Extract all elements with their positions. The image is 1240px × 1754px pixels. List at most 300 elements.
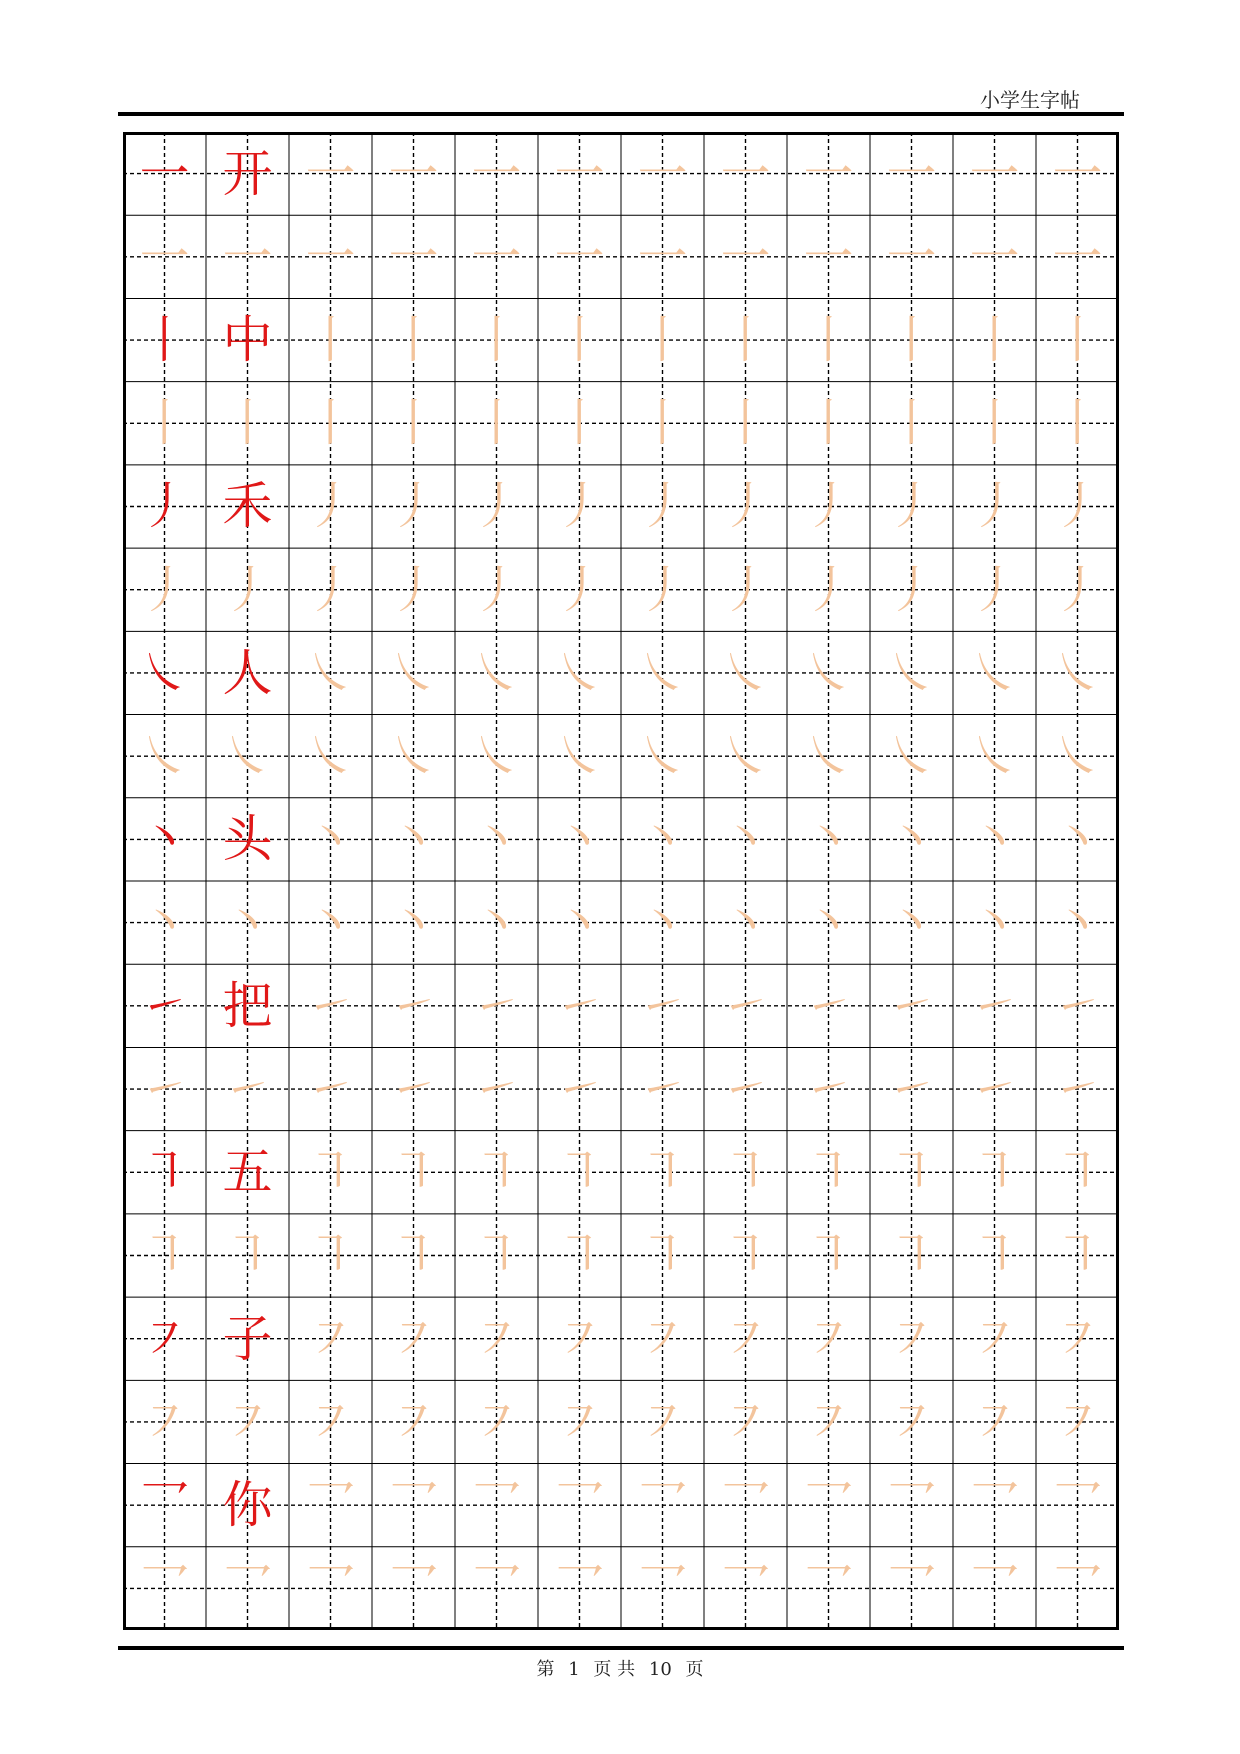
trace-cell — [289, 1297, 372, 1380]
trace-cell-text: 乛 — [720, 1559, 771, 1618]
trace-cell-text: ㇇ — [554, 1309, 605, 1368]
trace-cell — [289, 1131, 372, 1214]
trace-cell-text: ㇇ — [1052, 1309, 1103, 1368]
trace-cell — [704, 798, 787, 881]
footer-page-total: 10 — [648, 1659, 672, 1680]
trace-cell-text: 一 — [720, 227, 771, 286]
trace-cell — [621, 548, 704, 631]
trace-cell — [1036, 964, 1119, 1047]
trace-cell-text: 丿 — [139, 560, 190, 619]
trace-cell-text: ㇇ — [305, 1392, 356, 1451]
trace-cell — [538, 1214, 621, 1297]
trace-cell-text: 一 — [803, 227, 854, 286]
trace-cell — [704, 1380, 787, 1463]
trace-cell-text: ㇏ — [471, 643, 522, 702]
trace-cell — [787, 215, 870, 298]
trace-cell-text: 丶 — [222, 893, 273, 952]
trace-cell-text: 一 — [637, 227, 688, 286]
trace-cell — [455, 548, 538, 631]
trace-cell — [870, 798, 953, 881]
trace-cell — [704, 964, 787, 1047]
trace-cell-text: 一 — [471, 227, 522, 286]
trace-cell-text: ㇏ — [305, 643, 356, 702]
stroke-cell-text: 丨 — [139, 311, 190, 370]
trace-cell-text: 一 — [886, 227, 937, 286]
trace-cell — [1036, 215, 1119, 298]
stroke-cell-text: 丶 — [139, 810, 190, 869]
trace-cell — [704, 1297, 787, 1380]
trace-cell — [870, 132, 953, 215]
trace-cell — [538, 1047, 621, 1130]
trace-cell — [455, 1131, 538, 1214]
trace-cell-text: ㇕ — [471, 1226, 522, 1285]
trace-cell — [704, 881, 787, 964]
trace-cell-text: ㇕ — [222, 1226, 273, 1285]
trace-cell-text: 一 — [139, 227, 190, 286]
trace-cell-text: 一 — [471, 144, 522, 203]
trace-cell — [787, 1464, 870, 1547]
trace-cell — [704, 548, 787, 631]
trace-cell-text: ㇀ — [637, 976, 688, 1035]
trace-cell-text: 乛 — [803, 1476, 854, 1535]
trace-cell-text: ㇇ — [554, 1392, 605, 1451]
trace-cell-text: ㇀ — [305, 976, 356, 1035]
trace-cell-text: ㇀ — [139, 1060, 190, 1119]
trace-cell — [123, 715, 206, 798]
trace-cell-text: ㇀ — [554, 1060, 605, 1119]
trace-cell-text: 丶 — [139, 893, 190, 952]
trace-cell-text: ㇏ — [637, 727, 688, 786]
trace-cell — [372, 1214, 455, 1297]
trace-cell — [206, 215, 289, 298]
trace-cell-text: 丶 — [1052, 893, 1103, 952]
trace-cell — [1036, 382, 1119, 465]
trace-cell-text: ㇏ — [471, 727, 522, 786]
trace-cell — [289, 631, 372, 714]
trace-cell — [123, 548, 206, 631]
trace-cell — [704, 1131, 787, 1214]
trace-cell — [704, 631, 787, 714]
trace-cell — [870, 548, 953, 631]
trace-cell — [621, 881, 704, 964]
trace-cell — [538, 1464, 621, 1547]
trace-cell — [870, 382, 953, 465]
trace-cell-text: 乛 — [637, 1559, 688, 1618]
trace-cell — [953, 1464, 1036, 1547]
character-cell-text: 头 — [222, 810, 273, 869]
trace-cell-text: ㇏ — [139, 727, 190, 786]
trace-cell-text: 丨 — [388, 394, 439, 453]
trace-cell-text: ㇇ — [388, 1309, 439, 1368]
character-cell-text: 开 — [222, 144, 273, 203]
character-cell — [206, 298, 289, 381]
trace-cell-text: 丶 — [803, 810, 854, 869]
trace-cell — [621, 215, 704, 298]
trace-cell-text: ㇀ — [803, 1060, 854, 1119]
trace-cell-text: 乛 — [471, 1476, 522, 1535]
trace-cell-text: ㇇ — [886, 1309, 937, 1368]
trace-cell — [455, 1214, 538, 1297]
trace-cell — [1036, 465, 1119, 548]
trace-cell — [621, 1047, 704, 1130]
trace-cell — [953, 964, 1036, 1047]
trace-cell-text: 丨 — [554, 394, 605, 453]
trace-cell — [1036, 1464, 1119, 1547]
trace-cell — [1036, 1131, 1119, 1214]
trace-cell-text: ㇇ — [969, 1309, 1020, 1368]
trace-cell-text: 乛 — [803, 1559, 854, 1618]
trace-cell-text: 一 — [969, 144, 1020, 203]
trace-cell-text: 丶 — [720, 810, 771, 869]
trace-cell-text: 乛 — [139, 1559, 190, 1618]
trace-cell-text: ㇇ — [471, 1392, 522, 1451]
trace-cell-text: 丨 — [720, 311, 771, 370]
trace-cell-text: 丨 — [803, 394, 854, 453]
character-cell — [206, 964, 289, 1047]
trace-cell-text: 乛 — [969, 1559, 1020, 1618]
trace-cell — [621, 1214, 704, 1297]
trace-cell-text: ㇀ — [720, 976, 771, 1035]
trace-cell-text: 乛 — [637, 1476, 688, 1535]
trace-cell — [953, 1131, 1036, 1214]
trace-cell-text: ㇏ — [886, 727, 937, 786]
trace-cell-text: 乛 — [1052, 1559, 1103, 1618]
trace-cell-text: ㇏ — [803, 643, 854, 702]
trace-cell — [123, 881, 206, 964]
trace-cell — [538, 798, 621, 881]
trace-cell-text: 丶 — [388, 893, 439, 952]
trace-cell — [455, 715, 538, 798]
trace-cell-text: ㇀ — [1052, 1060, 1103, 1119]
trace-cell — [787, 1297, 870, 1380]
trace-cell — [787, 1214, 870, 1297]
trace-cell — [621, 1547, 704, 1630]
trace-cell-text: 丶 — [886, 893, 937, 952]
character-cell — [206, 1297, 289, 1380]
trace-cell-text: 丿 — [388, 560, 439, 619]
trace-cell — [1036, 298, 1119, 381]
trace-cell-text: 丨 — [803, 311, 854, 370]
trace-cell-text: 乛 — [720, 1476, 771, 1535]
trace-cell — [538, 1131, 621, 1214]
trace-cell — [123, 382, 206, 465]
trace-cell — [289, 1380, 372, 1463]
trace-cell-text: 乛 — [388, 1476, 439, 1535]
trace-cell-text: 丨 — [886, 311, 937, 370]
trace-cell — [953, 215, 1036, 298]
trace-cell-text: 丿 — [886, 560, 937, 619]
trace-cell-text: ㇏ — [720, 643, 771, 702]
trace-cell-text: 丨 — [1052, 311, 1103, 370]
footer-mid: 页 共 — [593, 1659, 636, 1680]
trace-cell-text: ㇏ — [803, 727, 854, 786]
trace-cell-text: ㇇ — [637, 1392, 688, 1451]
trace-cell-text: ㇏ — [222, 727, 273, 786]
trace-cell — [455, 798, 538, 881]
trace-cell — [621, 1131, 704, 1214]
trace-cell-text: ㇏ — [554, 727, 605, 786]
trace-cell-text: 丶 — [388, 810, 439, 869]
trace-cell — [289, 1047, 372, 1130]
trace-cell — [953, 881, 1036, 964]
trace-cell — [621, 382, 704, 465]
trace-cell — [538, 1547, 621, 1630]
trace-cell-text: ㇕ — [637, 1143, 688, 1202]
trace-cell-text: 丿 — [554, 477, 605, 536]
trace-cell — [1036, 631, 1119, 714]
trace-cell — [289, 715, 372, 798]
trace-cell — [206, 881, 289, 964]
trace-cell — [206, 1214, 289, 1297]
trace-cell — [538, 1380, 621, 1463]
trace-cell-text: 乛 — [886, 1476, 937, 1535]
trace-cell-text: 丨 — [886, 394, 937, 453]
trace-cell-text: 乛 — [1052, 1476, 1103, 1535]
trace-cell-text: ㇀ — [969, 1060, 1020, 1119]
trace-cell — [621, 964, 704, 1047]
trace-cell-text: 丿 — [803, 477, 854, 536]
trace-cell-text: ㇕ — [886, 1226, 937, 1285]
trace-cell — [289, 215, 372, 298]
trace-cell — [953, 1380, 1036, 1463]
trace-cell — [704, 215, 787, 298]
trace-cell-text: 一 — [720, 144, 771, 203]
trace-cell — [455, 298, 538, 381]
character-cell-text: 禾 — [222, 477, 273, 536]
trace-cell-text: 丿 — [222, 560, 273, 619]
trace-cell-text: ㇇ — [222, 1392, 273, 1451]
trace-cell — [372, 1464, 455, 1547]
trace-cell-text: ㇇ — [1052, 1392, 1103, 1451]
trace-cell — [953, 715, 1036, 798]
trace-cell — [870, 1297, 953, 1380]
trace-cell-text: 丿 — [471, 477, 522, 536]
trace-cell — [870, 1464, 953, 1547]
trace-cell — [455, 881, 538, 964]
trace-cell-text: ㇀ — [886, 1060, 937, 1119]
trace-cell — [289, 465, 372, 548]
trace-cell — [787, 631, 870, 714]
trace-cell — [206, 1047, 289, 1130]
trace-cell-text: 丿 — [969, 560, 1020, 619]
trace-cell — [538, 298, 621, 381]
trace-cell-text: ㇇ — [803, 1392, 854, 1451]
trace-cell-text: ㇏ — [720, 727, 771, 786]
trace-cell — [538, 215, 621, 298]
trace-cell — [953, 382, 1036, 465]
trace-cell-text: ㇕ — [554, 1226, 605, 1285]
trace-cell-text: 丶 — [969, 810, 1020, 869]
trace-cell — [704, 715, 787, 798]
trace-cell — [538, 631, 621, 714]
trace-cell — [289, 132, 372, 215]
trace-cell-text: 丶 — [803, 893, 854, 952]
trace-cell — [206, 548, 289, 631]
trace-cell-text: 丨 — [388, 311, 439, 370]
trace-cell — [455, 1464, 538, 1547]
trace-cell — [538, 382, 621, 465]
character-cell — [206, 465, 289, 548]
trace-cell — [787, 881, 870, 964]
trace-cell — [870, 1131, 953, 1214]
trace-cell-text: 乛 — [554, 1559, 605, 1618]
trace-cell-text: 丨 — [471, 394, 522, 453]
trace-cell-text: ㇕ — [139, 1226, 190, 1285]
stroke-cell — [123, 964, 206, 1047]
trace-cell-text: ㇕ — [1052, 1226, 1103, 1285]
stroke-cell-text: ㇏ — [139, 643, 190, 702]
trace-cell-text: ㇀ — [471, 976, 522, 1035]
trace-cell — [870, 964, 953, 1047]
page-footer — [0, 1655, 1240, 1685]
trace-cell — [870, 298, 953, 381]
trace-cell — [953, 1214, 1036, 1297]
stroke-cell — [123, 631, 206, 714]
trace-cell-text: 丿 — [388, 477, 439, 536]
trace-cell-text: 一 — [388, 227, 439, 286]
trace-cell-text: ㇕ — [720, 1143, 771, 1202]
trace-cell-text: 丶 — [1052, 810, 1103, 869]
trace-cell — [123, 215, 206, 298]
trace-cell-text: 一 — [886, 144, 937, 203]
trace-cell-text: 丨 — [969, 311, 1020, 370]
trace-cell-text: ㇏ — [637, 643, 688, 702]
stroke-cell-text: 乛 — [139, 1476, 190, 1535]
character-cell — [206, 631, 289, 714]
trace-cell — [123, 1380, 206, 1463]
trace-cell-text: 乛 — [471, 1559, 522, 1618]
character-cell — [206, 1131, 289, 1214]
trace-cell — [787, 964, 870, 1047]
trace-cell — [704, 1047, 787, 1130]
trace-cell-text: ㇀ — [1052, 976, 1103, 1035]
trace-cell-text: 丶 — [471, 810, 522, 869]
trace-cell — [206, 715, 289, 798]
trace-cell-text: 丶 — [886, 810, 937, 869]
trace-cell — [455, 215, 538, 298]
trace-cell — [372, 548, 455, 631]
trace-cell-text: ㇏ — [1052, 643, 1103, 702]
trace-cell — [953, 798, 1036, 881]
trace-cell — [1036, 798, 1119, 881]
trace-cell — [372, 465, 455, 548]
trace-cell — [704, 132, 787, 215]
trace-cell-text: 丨 — [471, 311, 522, 370]
trace-cell — [372, 132, 455, 215]
character-cell — [206, 132, 289, 215]
trace-cell-text: ㇏ — [969, 643, 1020, 702]
footer-suffix: 页 — [685, 1659, 704, 1680]
trace-cell-text: 乛 — [305, 1559, 356, 1618]
trace-cell-text: ㇇ — [720, 1309, 771, 1368]
trace-cell — [538, 964, 621, 1047]
trace-cell-text: 丶 — [305, 893, 356, 952]
trace-cell — [704, 1547, 787, 1630]
stroke-cell — [123, 798, 206, 881]
trace-cell — [372, 1547, 455, 1630]
character-cell-text: 中 — [222, 311, 273, 370]
trace-cell-text: ㇇ — [637, 1309, 688, 1368]
trace-cell-text: 乛 — [969, 1476, 1020, 1535]
trace-cell — [953, 1297, 1036, 1380]
trace-cell-text: ㇕ — [720, 1226, 771, 1285]
trace-cell — [870, 881, 953, 964]
trace-cell-text: ㇏ — [305, 727, 356, 786]
trace-cell — [372, 1131, 455, 1214]
practice-grid — [123, 132, 1119, 1630]
trace-cell-text: 丶 — [637, 893, 688, 952]
trace-cell-text: ㇀ — [637, 1060, 688, 1119]
trace-cell-text: 丶 — [637, 810, 688, 869]
trace-cell-text: 丿 — [720, 560, 771, 619]
trace-cell-text: 丨 — [305, 394, 356, 453]
trace-cell — [538, 132, 621, 215]
trace-cell — [289, 382, 372, 465]
trace-cell — [621, 465, 704, 548]
trace-cell — [787, 1380, 870, 1463]
trace-cell — [787, 382, 870, 465]
stroke-cell — [123, 465, 206, 548]
trace-cell-text: ㇇ — [803, 1309, 854, 1368]
trace-cell — [123, 1047, 206, 1130]
trace-cell-text: 丿 — [471, 560, 522, 619]
footer-page-number: 1 — [568, 1659, 580, 1680]
stroke-cell-text: ㇀ — [139, 976, 190, 1035]
trace-cell-text: ㇕ — [305, 1143, 356, 1202]
trace-cell-text: ㇇ — [305, 1309, 356, 1368]
character-cell-text: 人 — [222, 643, 273, 702]
trace-cell — [787, 1547, 870, 1630]
trace-cell-text: ㇇ — [471, 1309, 522, 1368]
trace-cell-text: 丶 — [471, 893, 522, 952]
trace-cell-text: ㇇ — [388, 1392, 439, 1451]
trace-cell — [621, 298, 704, 381]
trace-cell-text: 一 — [305, 144, 356, 203]
trace-cell-text: 丶 — [554, 893, 605, 952]
trace-cell — [1036, 715, 1119, 798]
trace-cell — [538, 465, 621, 548]
trace-cell — [953, 1047, 1036, 1130]
trace-cell — [621, 798, 704, 881]
trace-cell — [455, 1547, 538, 1630]
trace-cell — [704, 298, 787, 381]
trace-cell — [621, 631, 704, 714]
trace-cell — [787, 465, 870, 548]
stroke-cell — [123, 132, 206, 215]
stroke-cell-text: 一 — [139, 144, 190, 203]
trace-cell — [289, 798, 372, 881]
trace-cell — [455, 1047, 538, 1130]
trace-cell-text: 丿 — [637, 477, 688, 536]
trace-cell-text: 乛 — [222, 1559, 273, 1618]
character-cell-text: 子 — [222, 1309, 273, 1368]
trace-cell-text: ㇀ — [969, 976, 1020, 1035]
trace-cell-text: ㇕ — [1052, 1143, 1103, 1202]
trace-cell — [123, 1547, 206, 1630]
trace-cell — [704, 1464, 787, 1547]
trace-cell — [787, 715, 870, 798]
trace-cell-text: ㇀ — [886, 976, 937, 1035]
trace-cell — [870, 631, 953, 714]
trace-cell — [538, 715, 621, 798]
trace-cell — [953, 132, 1036, 215]
trace-cell-text: 丨 — [139, 394, 190, 453]
trace-cell — [538, 1297, 621, 1380]
trace-cell — [1036, 1547, 1119, 1630]
trace-cell — [455, 465, 538, 548]
trace-cell — [372, 715, 455, 798]
trace-cell-text: ㇏ — [388, 643, 439, 702]
